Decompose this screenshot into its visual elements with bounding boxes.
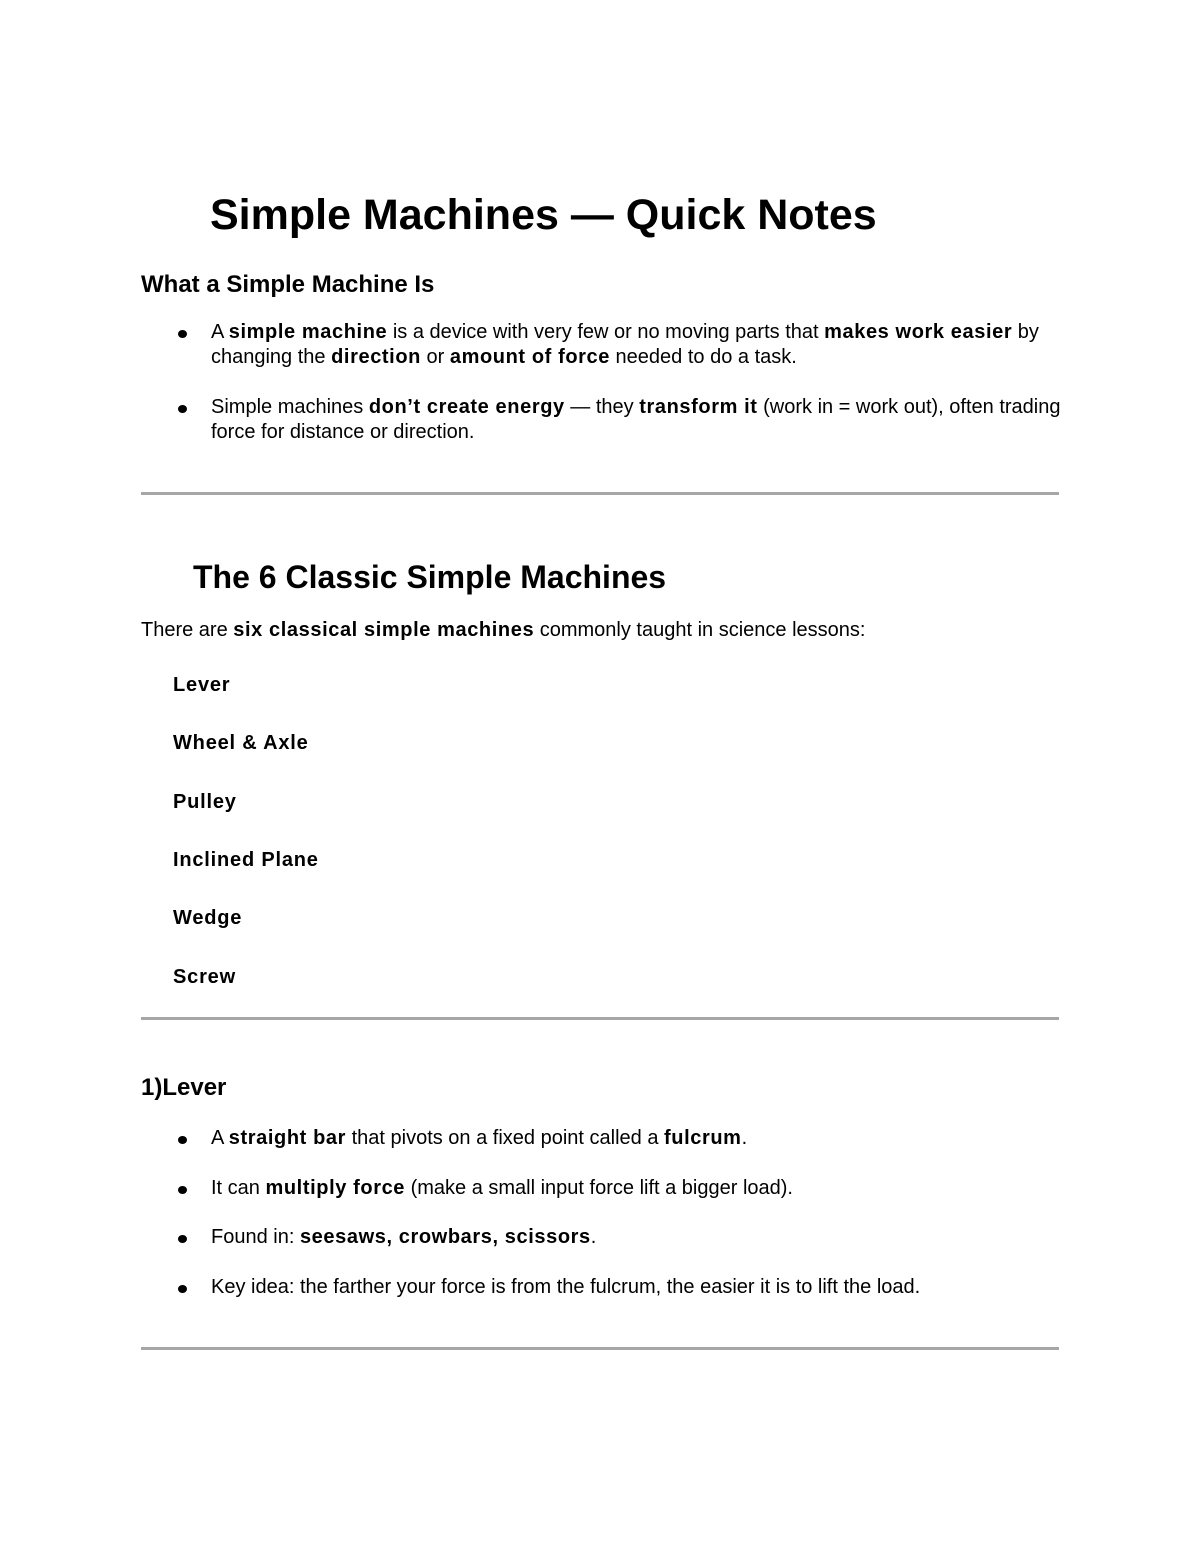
bullet-icon [178,405,187,413]
machine-name-item: Screw [173,966,236,988]
machine-name-item: Pulley [173,791,237,813]
text-run: or [420,346,450,368]
text-run: It can [211,1177,266,1199]
bold-term: makes work easier [824,321,1013,343]
list-item-text [211,395,1071,445]
text-run: There are [141,619,234,641]
machine-name-item: Lever [173,674,231,696]
machine-name-item: Wheel & Axle [173,732,309,754]
list-item-text [211,1176,1071,1201]
text-run: A [211,1127,229,1149]
horizontal-rule [141,1347,1059,1350]
bullet-icon [178,1186,187,1194]
bold-term: straight bar [228,1127,347,1149]
text-run: Key idea: the farther your force is from the fulcrum, the easier it is to lift the load. [211,1276,921,1298]
bold-term: multiply force [265,1177,406,1199]
text-run: commonly taught in science lessons: [534,619,866,641]
text-run: that pivots on a fixed point called a [346,1127,665,1149]
bold-term: six classical simple machines [233,619,535,641]
six-machines-intro [141,618,865,643]
text-run: . [590,1226,597,1248]
text-run: by changing the [211,321,1039,368]
bold-term: amount of force [449,346,610,368]
bullet-icon [178,1136,187,1144]
section-heading-what-is: What a Simple Machine Is [141,271,435,298]
list-item-text [211,320,1071,370]
bullet-icon [178,1285,187,1293]
bold-term: transform it [639,396,758,418]
bold-term: direction [331,346,421,368]
bold-term: seesaws, crowbars, scissors [299,1226,591,1248]
page-title: Simple Machines — Quick Notes [210,191,877,239]
text-run: is a device with very few or no moving parts that [387,321,825,343]
text-run: Simple machines [211,396,369,418]
text-run: Found in: [211,1226,300,1248]
bold-term: simple machine [228,321,388,343]
bullet-icon [178,1235,187,1243]
list-item-text [211,1225,1071,1250]
machine-name-item: Wedge [173,907,243,929]
text-run: — they [564,396,640,418]
text-run: A [211,321,229,343]
bold-term: don’t create energy [368,396,565,418]
bold-term: fulcrum [664,1127,742,1149]
text-run: . [741,1127,748,1149]
bullet-icon [178,330,187,338]
list-item-text [211,1275,1071,1300]
list-item-text [211,1126,1071,1151]
text-run: (work in = work out), often trading force for distance or direction. [211,396,1061,443]
text-run: (make a small input force lift a bigger load). [405,1177,793,1199]
horizontal-rule [141,1017,1059,1020]
section-heading-six-machines: The 6 Classic Simple Machines [193,559,667,595]
text-run: needed to do a task. [610,346,797,368]
section-heading-lever: 1)Lever [141,1074,227,1101]
machine-name-item: Inclined Plane [173,849,319,871]
horizontal-rule [141,492,1059,495]
